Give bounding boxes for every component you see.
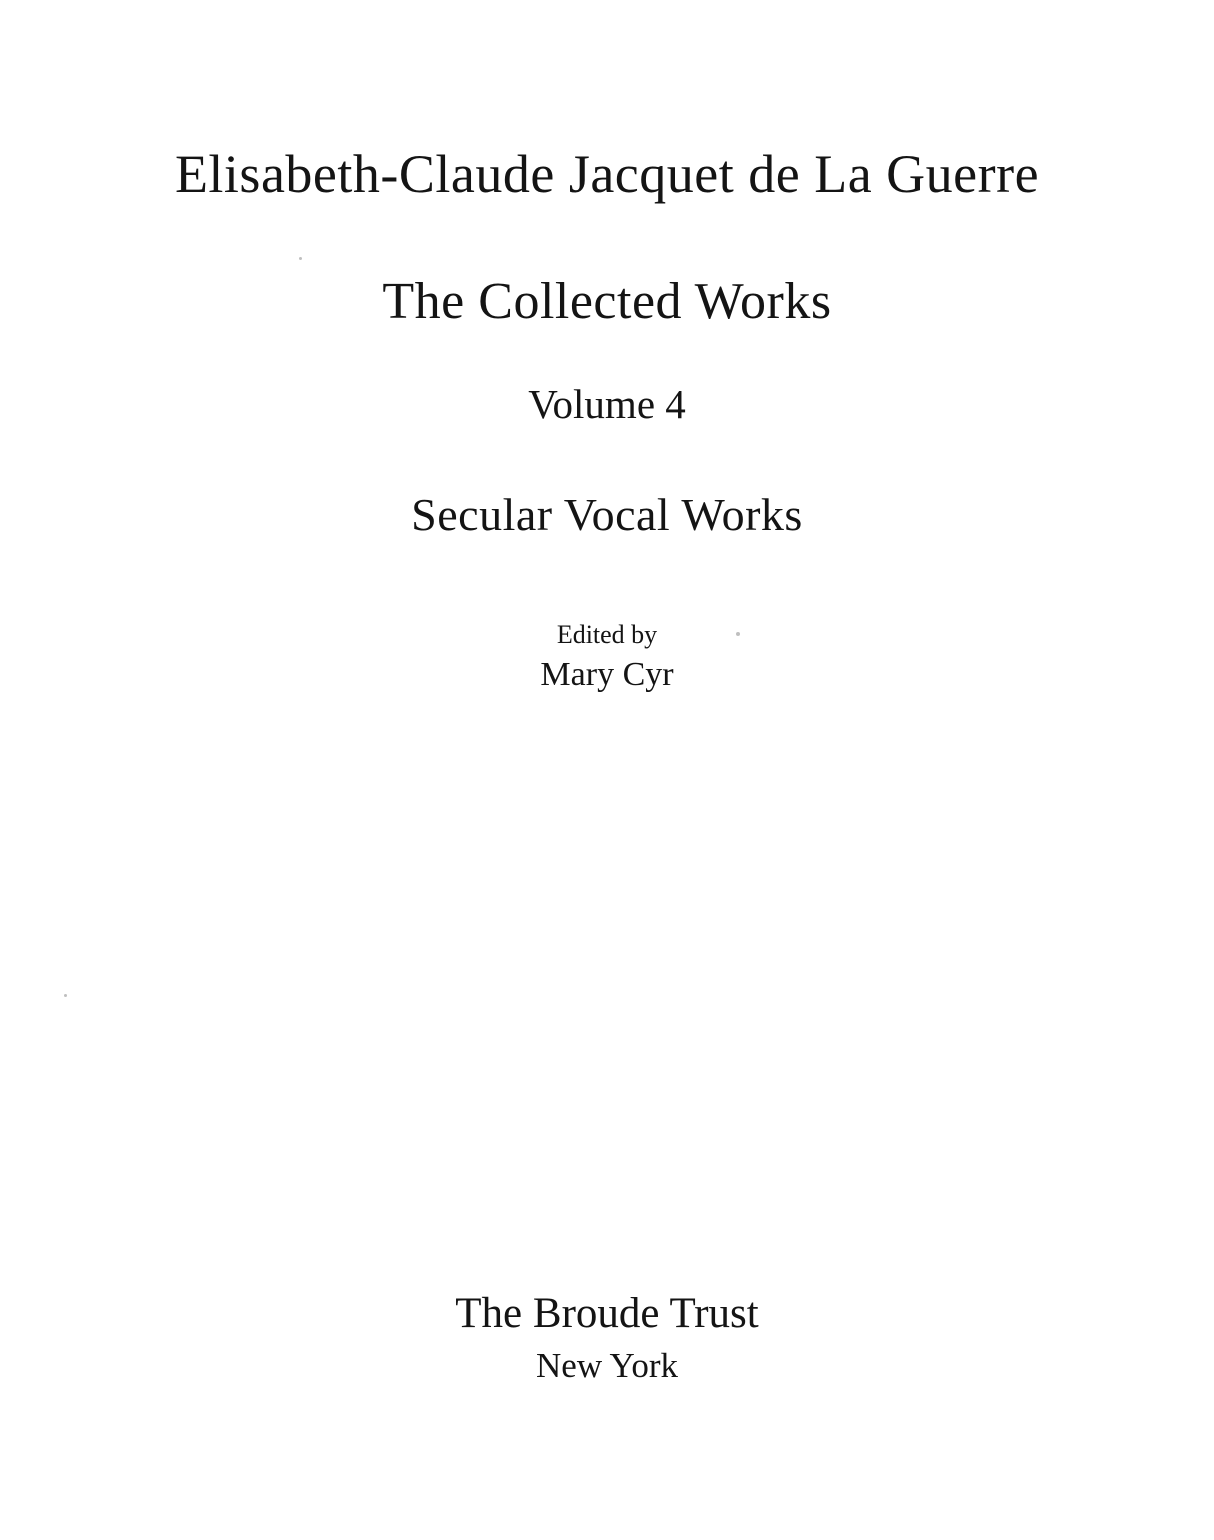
publisher-name: The Broude Trust (455, 1290, 759, 1337)
editor-name: Mary Cyr (540, 656, 674, 693)
publisher-city: New York (536, 1346, 678, 1385)
author-name: Elisabeth-Claude Jacquet de La Guerre (174, 144, 1040, 204)
edited-by-label: Edited by (556, 620, 658, 649)
volume-number: Volume 4 (528, 381, 686, 427)
volume-title: Secular Vocal Works (411, 489, 803, 540)
scan-artifact-dot (736, 632, 740, 636)
scan-artifact-dot (299, 257, 302, 260)
series-title: The Collected Works (382, 273, 832, 330)
scan-artifact-dot (64, 994, 67, 997)
